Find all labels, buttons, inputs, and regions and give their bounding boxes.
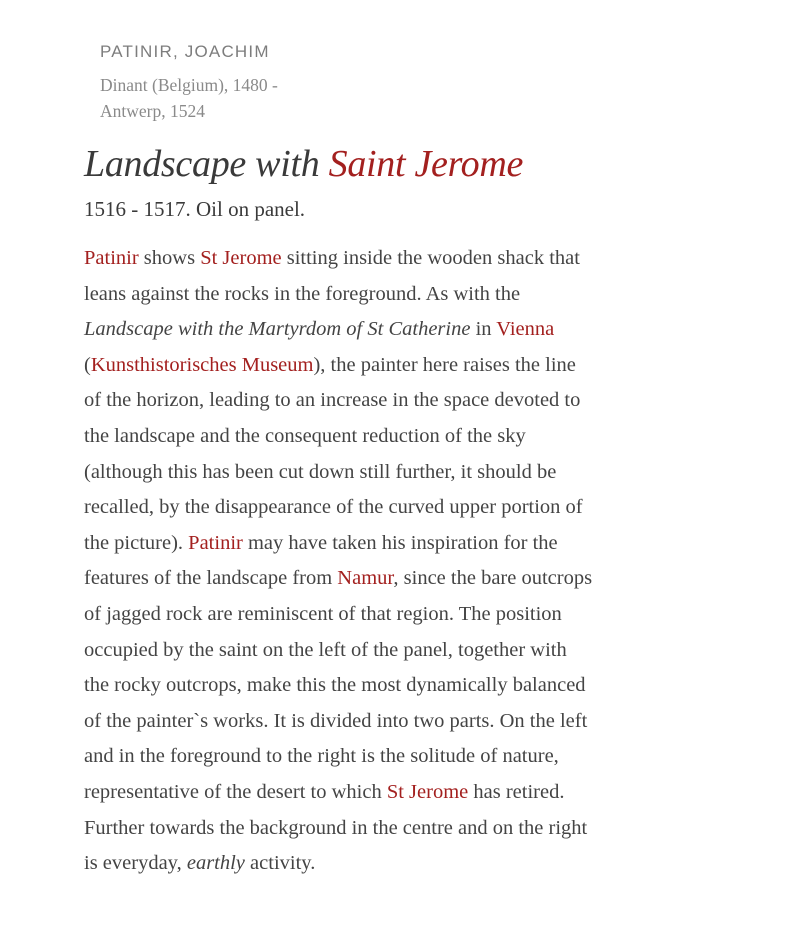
text: the picture). bbox=[84, 531, 189, 554]
description-line bbox=[84, 241, 724, 277]
text: may have taken his inspiration for the bbox=[242, 531, 558, 554]
text: in bbox=[470, 318, 497, 341]
text: representative of the desert to which bbox=[84, 780, 387, 803]
link-patinir[interactable]: Patinir bbox=[188, 531, 243, 554]
description-line: and in the foreground to the right is the solitude of nature, bbox=[84, 745, 559, 768]
description-line: of the horizon, leading to an increase in the space devoted to bbox=[84, 389, 581, 412]
description-line bbox=[84, 526, 724, 562]
text: sitting inside the wooden shack that bbox=[281, 247, 580, 269]
description-line bbox=[84, 348, 724, 384]
title-link-saint-jerome[interactable]: Saint Jerome bbox=[328, 143, 524, 185]
description-line: (although this has been cut down still further, it should be bbox=[84, 460, 557, 483]
text: is everyday, bbox=[84, 852, 187, 875]
emphasis-earthly: earthly bbox=[186, 852, 245, 875]
link-namur[interactable]: Namur bbox=[337, 567, 394, 590]
description-line: the landscape and the consequent reduction of the sky bbox=[84, 424, 526, 447]
text: ( bbox=[84, 353, 91, 376]
description-line bbox=[84, 775, 724, 811]
text: shows bbox=[138, 247, 201, 269]
description-line bbox=[84, 561, 724, 597]
link-st-jerome[interactable]: St Jerome bbox=[386, 780, 469, 803]
description-line: Further towards the background in the centre and on the right bbox=[84, 816, 588, 839]
title-text: Landscape with bbox=[84, 143, 329, 185]
text: activity. bbox=[244, 852, 316, 875]
text: features of the landscape from bbox=[84, 567, 338, 590]
artwork-details: 1516 - 1517. Oil on panel. bbox=[84, 197, 306, 221]
link-kunsthistorisches-museum[interactable]: Kunsthistorisches Museum bbox=[90, 353, 314, 376]
description-line: of the painter`s works. It is divided into two parts. On the left bbox=[84, 709, 588, 732]
description-line: recalled, by the disappearance of the curved upper portion of bbox=[84, 496, 583, 519]
artist-life-line-1: Dinant (Belgium), 1480 - bbox=[100, 75, 278, 95]
description-line bbox=[84, 312, 724, 348]
link-patinir[interactable]: Patinir bbox=[84, 247, 139, 269]
artwork-description bbox=[84, 241, 724, 882]
artwork-title bbox=[84, 136, 724, 192]
artist-life-line-2: Antwerp, 1524 bbox=[100, 101, 205, 121]
artist-life-dates bbox=[100, 72, 724, 124]
description-line: occupied by the saint on the left of the panel, together with bbox=[84, 638, 567, 661]
link-vienna[interactable]: Vienna bbox=[496, 318, 555, 341]
text: , since the bare outcrops bbox=[393, 567, 593, 590]
description-line: of jagged rock are reminiscent of that region. The position bbox=[84, 602, 562, 625]
link-st-jerome[interactable]: St Jerome bbox=[200, 247, 282, 269]
description-line: the rocky outcrops, make this the most dynamically balanced bbox=[84, 674, 586, 697]
artist-name: PATINIR, JOACHIM bbox=[100, 42, 270, 61]
text: ), the painter here raises the line bbox=[313, 353, 576, 376]
description-line: leans against the rocks in the foreground. As with the bbox=[84, 282, 521, 305]
description-line bbox=[84, 846, 724, 882]
text: has retired. bbox=[468, 780, 565, 803]
artwork-reference: Landscape with the Martyrdom of St Catherine bbox=[84, 318, 471, 341]
artwork-entry bbox=[84, 38, 724, 882]
